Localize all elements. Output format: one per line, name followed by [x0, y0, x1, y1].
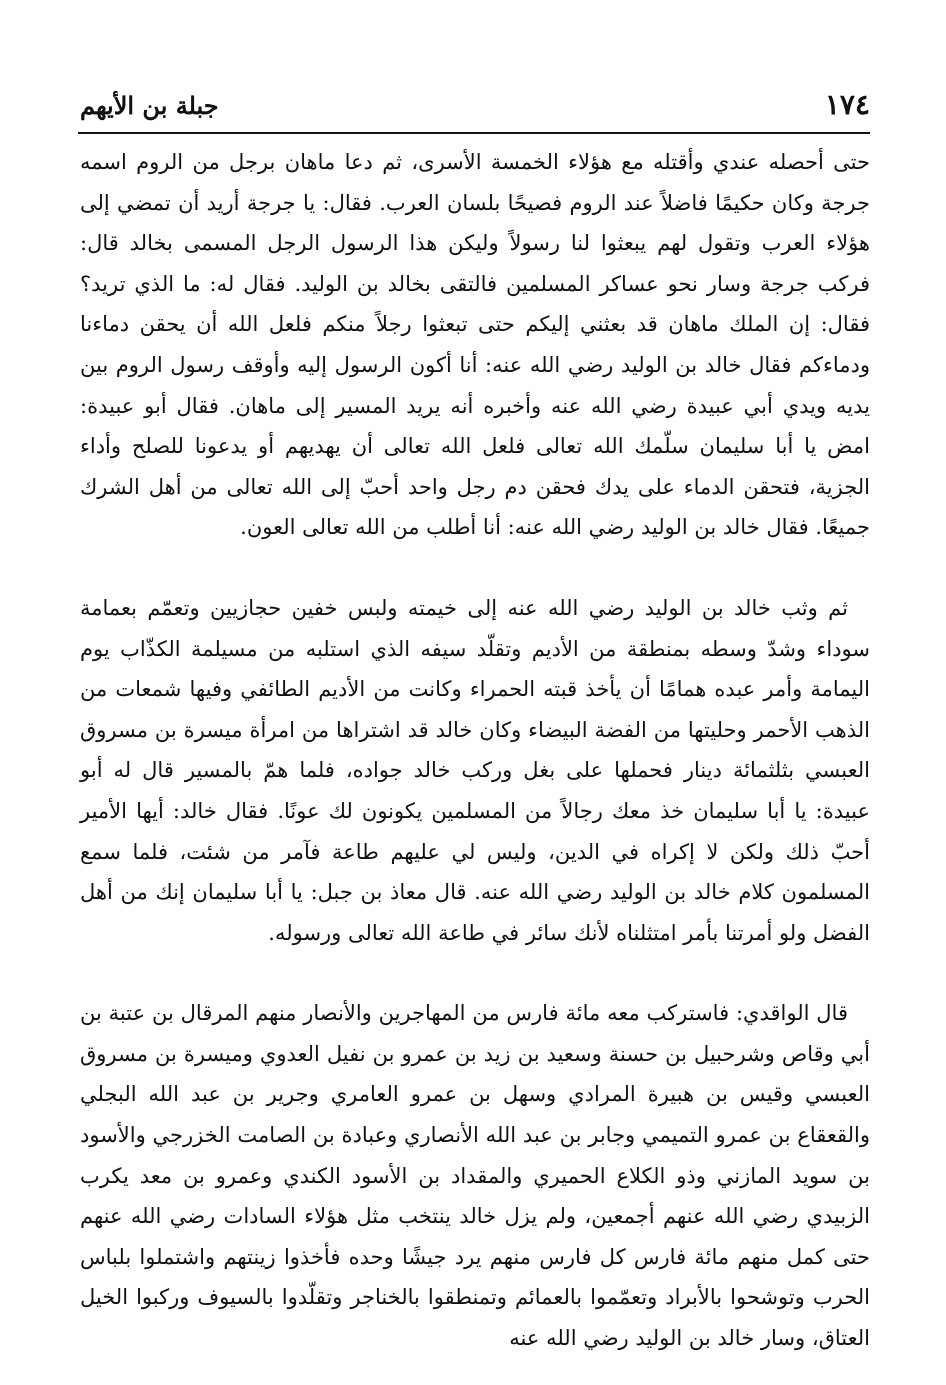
paragraph-2: ثم وثب خالد بن الوليد رضي الله عنه إلى خيمته ولبس خفين حجازيين وتعمّم بعمامة سوداء وشدّ وسطه بمنطقة من الأديم وتقلّد سيفه الذي استلبه من مسيلمة الكذّاب يوم اليمامة وأمر عبده همامًا أن يأخذ قبته الحمراء وكانت من الأديم الطائفي وفيها شمعات من الذهب الأحمر وحليتها من الفضة البيضاء وكان خالد قد اشتراها من امرأة ميسرة بن مسروق العبسي بثلثمائة دينار فحملها على بغل وركب خالد جواده، فلما همّ بالمسير قال له أبو عبيدة: يا أبا سليمان خذ معك رجالاً من المسلمين يكونون لك عونًا. فقال خالد: أيها الأمير أحبّ ذلك ولكن لا إكراه في الدين، وليس لي عليهم طاعة فآمر من شئت، فلما سمع المسلمون كلام خالد بن الوليد رضي الله عنه. قال معاذ بن جبل: يا أبا سليمان إنك من أهل الفضل ولو أمرتنا بأمر امتثلناه لأنك سائر في طاعة الله تعالى ورسوله.: [80, 595, 870, 945]
running-title: جبلة بن الأيهم: [80, 91, 219, 120]
paragraph-1: حتى أحصله عندي وأقتله مع هؤلاء الخمسة الأسرى، ثم دعا ماهان برجل من الروم اسمه جرجة وكان حكيمًا فاضلاً عند الروم فصيحًا بلسان العرب. فقال: يا جرجة أريد أن تمضي إلى هؤلاء العرب وتقول لهم يبعثوا لنا رسولاً وليكن هذا الرسول الرجل المسمى بخالد قال: فركب جرجة وسار نحو عساكر المسلمين فالتقى بخالد بن الوليد. فقال له: ما الذي تريد؟ فقال: إن الملك ماهان قد بعثني إليكم حتى تبعثوا رجلاً منكم فلعل الله أن يحقن دماءنا ودماءكم فقال خالد بن الوليد رضي الله عنه: أنا أكون الرسول إليه وأوقف رسول الروم بين يديه ويدي أبي عبيدة رضي الله عنه وأخبره أنه يريد المسير إلى ماهان. فقال أبو عبيدة: امض يا أبا سليمان سلّمك الله تعالى فلعل الله تعالى أن يهديهم أو يدعونا للصلح وأداء الجزية، فتحقن الدماء على يدك فحقن دم رجل واحد أحبّ إلى الله تعالى من أهل الشرك جميعًا. فقال خالد بن الوليد رضي الله عنه: أنا أطلب من الله تعالى العون.: [80, 150, 871, 540]
paragraph-3: قال الواقدي: فاستركب معه مائة فارس من المهاجرين والأنصار منهم المرقال بن عتبة بن أبي وقاص وشرحبيل بن حسنة وسعيد بن زيد بن عمرو بن نفيل العدوي وميسرة بن مسروق العبسي وقيس بن هبيرة المرادي وسهل بن عمرو العامري وجرير بن عبد الله البجلي والقعقاع بن عمرو التميمي وجابر بن عبد الله الأنصاري وعبادة بن الصامت الخزرجي والأسود بن سويد المازني وذو الكلاع الحميري والمقداد بن الأسود الكندي وعمرو بن معد يكرب الزبيدي رضي الله عنهم أجمعين، ولم يزل خالد ينتخب مثل هؤلاء السادات رضي الله عنهم حتى كمل منهم مائة فارس كل فارس منهم يرد جيشًا وحده فأخذوا زينتهم واشتملوا بلباس الحرب وتوشحوا بالأبراد وتعمّموا بالعمائم وتمنطقوا بالخناجر وتقلّدوا بالسيوف وركبوا الخيل العتاق، وسار خالد بن الوليد رضي الله عنه: [80, 1001, 870, 1351]
page-number: ١٧٤: [824, 88, 870, 121]
paragraph-gap: [80, 548, 870, 588]
paragraph-gap: [80, 953, 870, 993]
page-header: [80, 88, 870, 128]
header-divider: [78, 132, 870, 134]
body-text: [80, 142, 870, 1359]
